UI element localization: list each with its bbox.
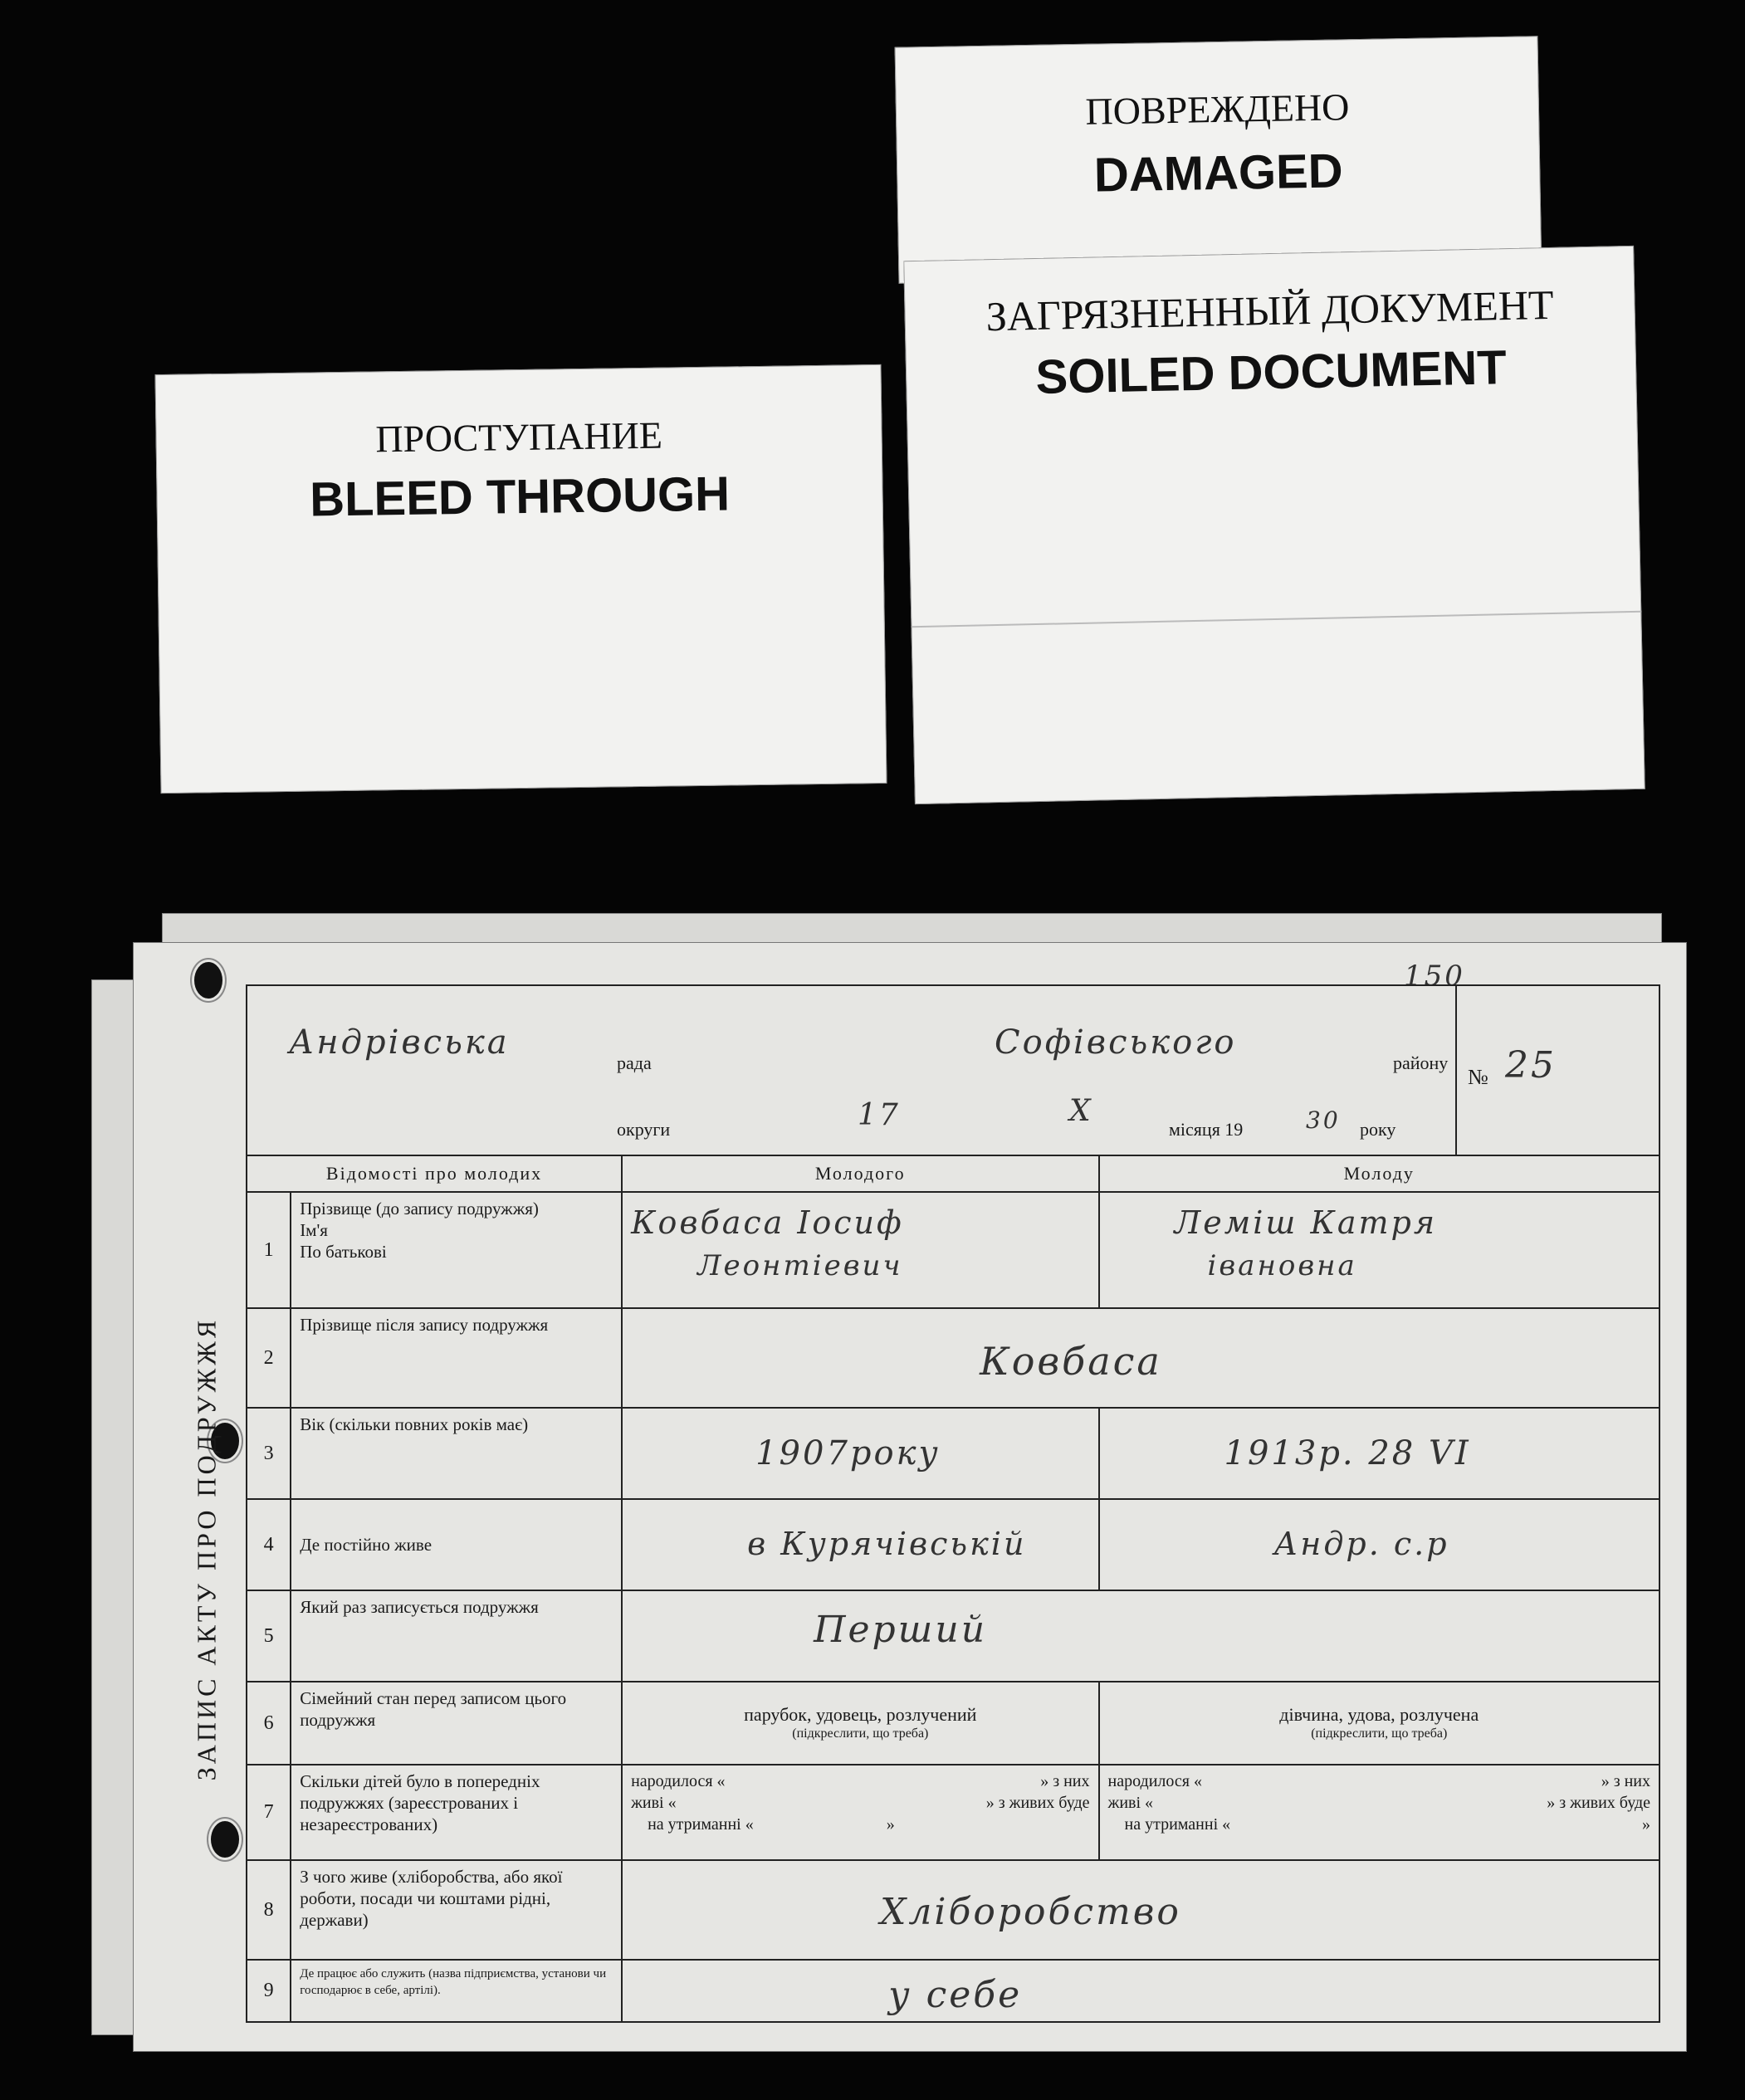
row-label: Де працює або служить (назва підприємства, установи чи господарює в себе, артілі). xyxy=(291,1960,622,2022)
groom-value xyxy=(622,1682,1098,1765)
rada-value: Андрiвська xyxy=(289,1023,510,1062)
bride-value xyxy=(1099,1682,1659,1765)
dependent-close: » xyxy=(1642,1815,1650,1834)
alive-label: живі « xyxy=(631,1794,677,1812)
table-row xyxy=(247,1765,1659,1860)
bride-value xyxy=(1099,1408,1659,1499)
label-surname: Прізвище (до запису подружжя) xyxy=(300,1199,539,1218)
soiled-en-label: SOILED DOCUMENT xyxy=(1034,340,1508,404)
row-label: Який раз записується подружжя xyxy=(291,1590,622,1682)
marriage-count: Перший xyxy=(814,1609,988,1651)
page-number: 150 xyxy=(1404,960,1465,993)
month-label: місяця 19 xyxy=(1169,1119,1244,1140)
table-row xyxy=(247,1860,1659,1960)
of-them-label: » з них xyxy=(1601,1772,1650,1790)
bride-children-line xyxy=(1108,1814,1650,1835)
soiled-ru-label: ЗАГРЯЗНЕННЫЙ ДОКУМЕНТ xyxy=(985,281,1555,340)
row-label: Сімейний стан перед записом цього подружжя xyxy=(291,1682,622,1765)
joint-value xyxy=(622,1590,1659,1682)
table-header-row xyxy=(247,1155,1659,1192)
bride-value xyxy=(1099,1765,1659,1860)
row-number: 7 xyxy=(247,1765,291,1860)
groom-children-line xyxy=(631,1770,1089,1792)
row-label: Вік (скільки повних років має) xyxy=(291,1408,622,1499)
born-label: народилося « xyxy=(631,1772,726,1790)
dependent-label: на утриманні « xyxy=(1124,1815,1231,1834)
form-header xyxy=(246,984,1660,1156)
row-label: Скільки дітей було в попередніх подружжях (зареєстрованих і незареєстрованих) xyxy=(291,1765,622,1860)
bride-value xyxy=(1099,1499,1659,1590)
dependent-close: » xyxy=(886,1815,895,1834)
punch-hole xyxy=(192,960,225,1001)
bride-residence: Андр. с.р xyxy=(1273,1526,1449,1562)
of-living-label: » з живих буде xyxy=(1547,1794,1650,1812)
rada-label: рада xyxy=(617,1052,652,1073)
row-label: Де постійно живе xyxy=(291,1499,622,1590)
day-value: 17 xyxy=(858,1098,901,1132)
table-row xyxy=(247,1499,1659,1590)
label-patronymic: По батькові xyxy=(300,1242,387,1262)
year-label: року xyxy=(1360,1119,1396,1140)
year-suffix: 30 xyxy=(1306,1106,1341,1134)
table-row xyxy=(247,1682,1659,1765)
bride-age: 1913р. 28 VI xyxy=(1224,1434,1471,1472)
groom-children-line xyxy=(631,1814,1089,1835)
groom-patronymic: Леонтiевич xyxy=(697,1249,903,1282)
bleed-through-target-card xyxy=(155,364,887,794)
row-label: З чого живе (хліборобства, або якої роботи, посади чи коштами рідні, держави) xyxy=(291,1860,622,1960)
row-number: 9 xyxy=(247,1960,291,2022)
groom-value xyxy=(622,1408,1098,1499)
bride-status-note: (підкреслити, що треба) xyxy=(1311,1726,1448,1741)
bleed-ru-label: ПРОСТУПАНИЕ xyxy=(375,413,663,461)
table-row xyxy=(247,1192,1659,1308)
groom-residence: в Курячiвськiй xyxy=(747,1526,1027,1562)
groom-status-options: парубок, удовець, розлучений xyxy=(744,1704,977,1725)
bride-value xyxy=(1099,1192,1659,1308)
number-divider xyxy=(1455,986,1457,1156)
month-value: X xyxy=(1069,1094,1093,1128)
soiled-target-card xyxy=(903,246,1645,804)
damaged-ru-label: ПОВРЕЖДЕНО xyxy=(1085,85,1350,133)
bride-children-line xyxy=(1108,1770,1650,1792)
col-header-bride: Молоду xyxy=(1099,1155,1659,1192)
joint-value xyxy=(622,1308,1659,1408)
raion-label: району xyxy=(1393,1052,1449,1073)
row-number: 6 xyxy=(247,1682,291,1765)
side-title: ЗАПИС АКТУ ПРО ПОДРУЖЖЯ xyxy=(191,1316,221,1781)
row-number: 8 xyxy=(247,1860,291,1960)
col-header-groom: Молодого xyxy=(622,1155,1098,1192)
col-header-info: Відомості про молодих xyxy=(247,1155,622,1192)
bleed-en-label: BLEED THROUGH xyxy=(309,466,731,527)
table-row xyxy=(247,1408,1659,1499)
groom-age: 1907року xyxy=(755,1434,941,1472)
groom-surname-name: Ковбаса Iосиф xyxy=(631,1204,904,1241)
row-number: 2 xyxy=(247,1308,291,1408)
row-number: 5 xyxy=(247,1590,291,1682)
row-number: 1 xyxy=(247,1192,291,1308)
fold-line xyxy=(911,611,1641,628)
table-row xyxy=(247,1960,1659,2022)
dependent-label: на утриманні « xyxy=(648,1815,754,1834)
bride-patronymic: iвановна xyxy=(1207,1249,1357,1282)
groom-value xyxy=(622,1499,1098,1590)
joint-value xyxy=(622,1860,1659,1960)
groom-value xyxy=(622,1192,1098,1308)
bride-surname-name: Лемiш Катря xyxy=(1174,1204,1438,1241)
number-label: № xyxy=(1468,1065,1488,1089)
groom-children-line xyxy=(631,1792,1089,1814)
row-label: Прізвище після запису подружжя xyxy=(291,1308,622,1408)
joint-value xyxy=(622,1960,1659,2022)
okrugy-label: округи xyxy=(617,1119,671,1140)
occupation: Хлiборобство xyxy=(880,1891,1181,1933)
bride-status-options: дівчина, удова, розлучена xyxy=(1279,1704,1479,1725)
row-label xyxy=(291,1192,622,1308)
marriage-record-form xyxy=(133,942,1687,2052)
table-row xyxy=(247,1590,1659,1682)
alive-label: живі « xyxy=(1107,1794,1154,1812)
married-surname: Ковбаса xyxy=(980,1339,1162,1384)
label-name: Ім'я xyxy=(300,1220,328,1240)
table-row xyxy=(247,1308,1659,1408)
damaged-en-label: DAMAGED xyxy=(1093,144,1344,203)
damaged-target-card xyxy=(895,36,1542,283)
row-number: 3 xyxy=(247,1408,291,1499)
groom-status-note: (підкреслити, що треба) xyxy=(792,1726,929,1741)
bride-children-line xyxy=(1108,1792,1650,1814)
raion-value: Софiвського xyxy=(995,1023,1237,1062)
born-label: народилося « xyxy=(1107,1772,1202,1790)
of-them-label: » з них xyxy=(1040,1772,1090,1790)
record-table xyxy=(246,1155,1660,2023)
groom-value xyxy=(622,1765,1098,1860)
row-number: 4 xyxy=(247,1499,291,1590)
of-living-label: » з живих буде xyxy=(985,1794,1090,1812)
workplace: у себе xyxy=(888,1974,1023,2016)
number-value: 25 xyxy=(1505,1044,1557,1087)
